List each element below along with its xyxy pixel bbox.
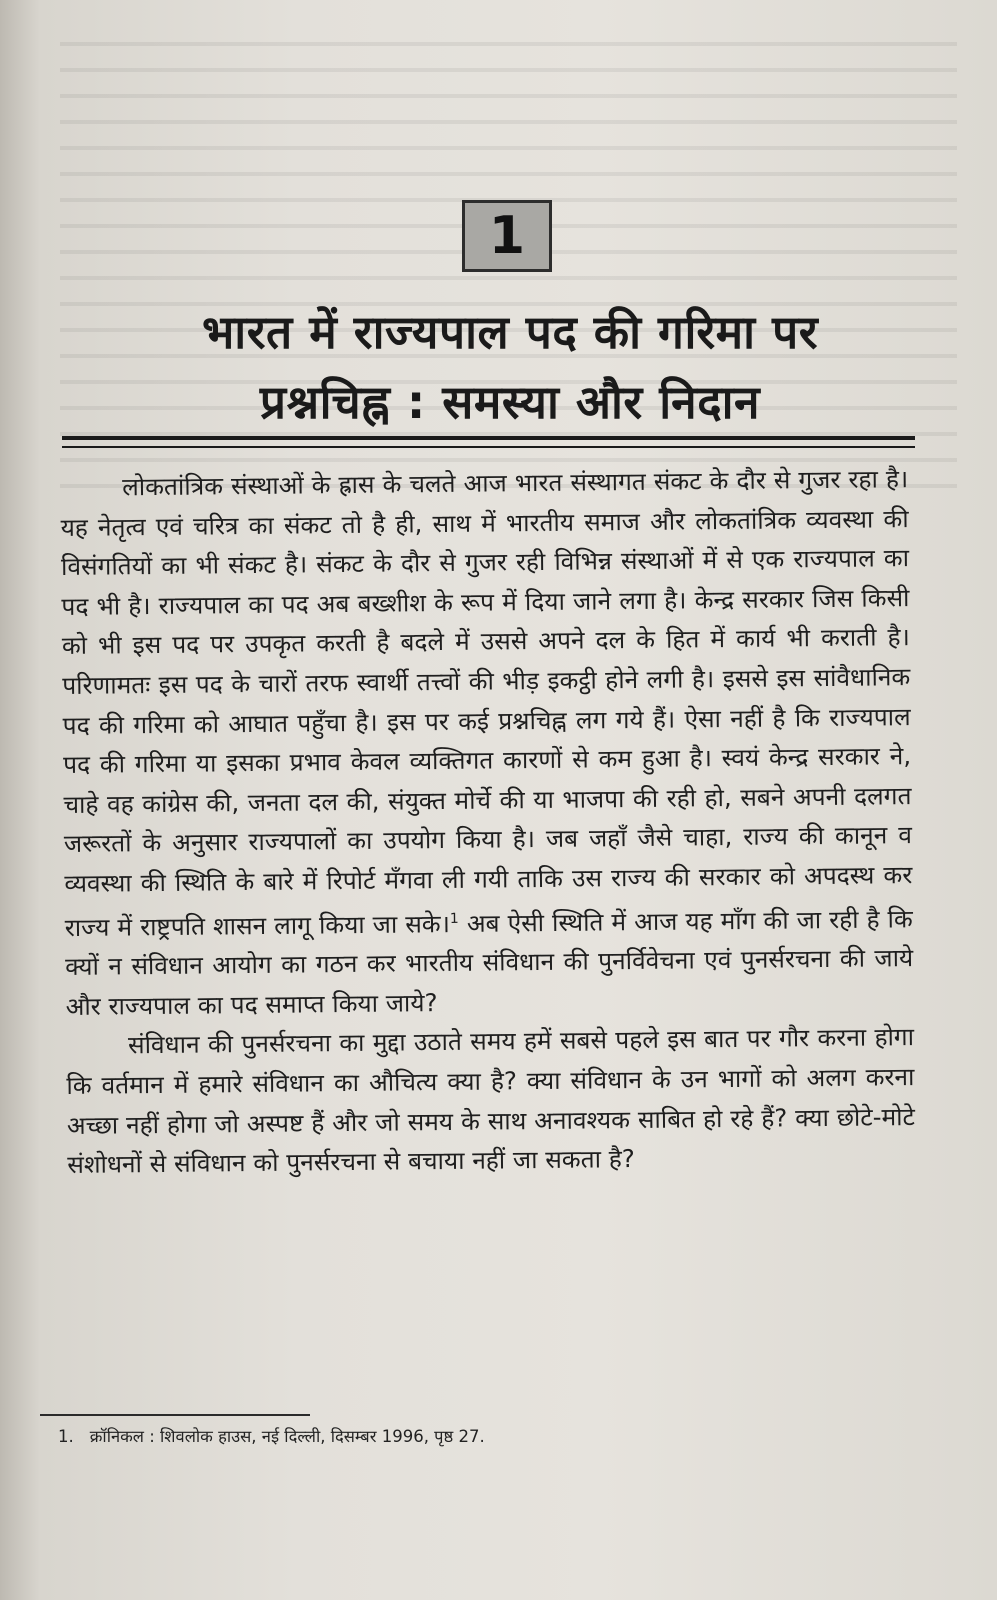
paragraph-1-text: लोकतांत्रिक संस्थाओं के ह्रास के चलते आज भारत संस्थागत संकट के दौर से गुजर रहा है। यह नेतृत्व एवं चरित्र का संकट तो है ही, साथ में भारतीय समाज और लोकतांत्रिक व्यवस्था की विसंगतियों का भी संकट है। संकट के दौर से गुजर रही विभिन्न संस्थाओं में से एक राज्यपाल का पद भी है। राज्यपाल का पद अब बख्शीश के रूप में दिया जाने लगा है। केन्द्र सरकार जिस किसी को भी इस पद पर उपकृत करती है बदले में उससे अपने दल के हित में कार्य भी कराती है। परिणामतः इस पद के चारों तरफ स्वार्थी तत्त्वों की भीड़ इकट्ठी होने लगी है। इससे इस सांवैधानिक पद की गरिमा को आघात पहुँचा है। इस पर कई प्रश्नचिह्न लग गये हैं। ऐसा नहीं है कि राज्यपाल पद की गरिमा या इसका प्रभाव केवल व्यक्तिगत कारणों से कम हुआ है। स्वयं केन्द्र सरकार ने, चाहे वह कांग्रेस की, जनता दल की, संयुक्त मोर्चे की या भाजपा की रही हो, सबने अपनी दलगत जरूरतों के अनुसार राज्यपालों का उपयोग किया है। जब जहाँ जैसे चाहा, राज्य की कानून व व्यवस्था की स्थिति के बारे में रिपोर्ट मँगवा ली गयी ताकि उस राज्य की सरकार को अपदस्थ कर राज्य में राष्ट्रपति शासन लागू किया जा सके। (60, 464, 913, 942)
paragraph-1 (60, 459, 914, 1026)
footnote-marker: 1 (449, 910, 459, 927)
paragraph-2: संविधान की पुनर्सरचना का मुद्दा उठाते समय हमें सबसे पहले इस बात पर गौर करना होगा कि वर्तमान में हमारे संविधान का औचित्य क्या है? क्या संविधान के उन भागों को अलग करना अच्छा नहीं होगा जो अस्पष्ट हैं और जो समय के साथ अनावश्यक साबित हो रहे हैं? क्या छोटे-मोटे संशोधनों से संविधान को पुनर्सरचना से बचाया नहीं जा सकता है? (66, 1022, 915, 1180)
footnote-text: क्रॉनिकल : शिवलोक हाउस, नई दिल्ली, दिसम्बर 1996, पृष्ठ 27. (89, 1427, 485, 1446)
body-text (60, 459, 915, 1185)
chapter-number-box (462, 200, 552, 272)
paragraph-1-continuation: अब ऐसी स्थिति में आज यह माँग की जा रही है कि क्यों न संविधान आयोग का गठन कर भारतीय संविधान की पुनर्विवेचना एवं पुनर्सरचना की जाये और राज्यपाल का पद समाप्त किया जाये? (65, 903, 914, 1021)
chapter-title-line-2: प्रश्नचिह्न : समस्या और निदान (259, 375, 761, 429)
chapter-number: 1 (488, 206, 526, 266)
footnote-number: 1. (58, 1427, 74, 1446)
footnote (58, 1424, 485, 1447)
title-rule-thin (62, 446, 915, 448)
title-rule-thick (62, 436, 915, 440)
chapter-title-line-1: भारत में राज्यपाल पद की गरिमा पर (201, 305, 819, 359)
footnote-rule (40, 1414, 310, 1416)
